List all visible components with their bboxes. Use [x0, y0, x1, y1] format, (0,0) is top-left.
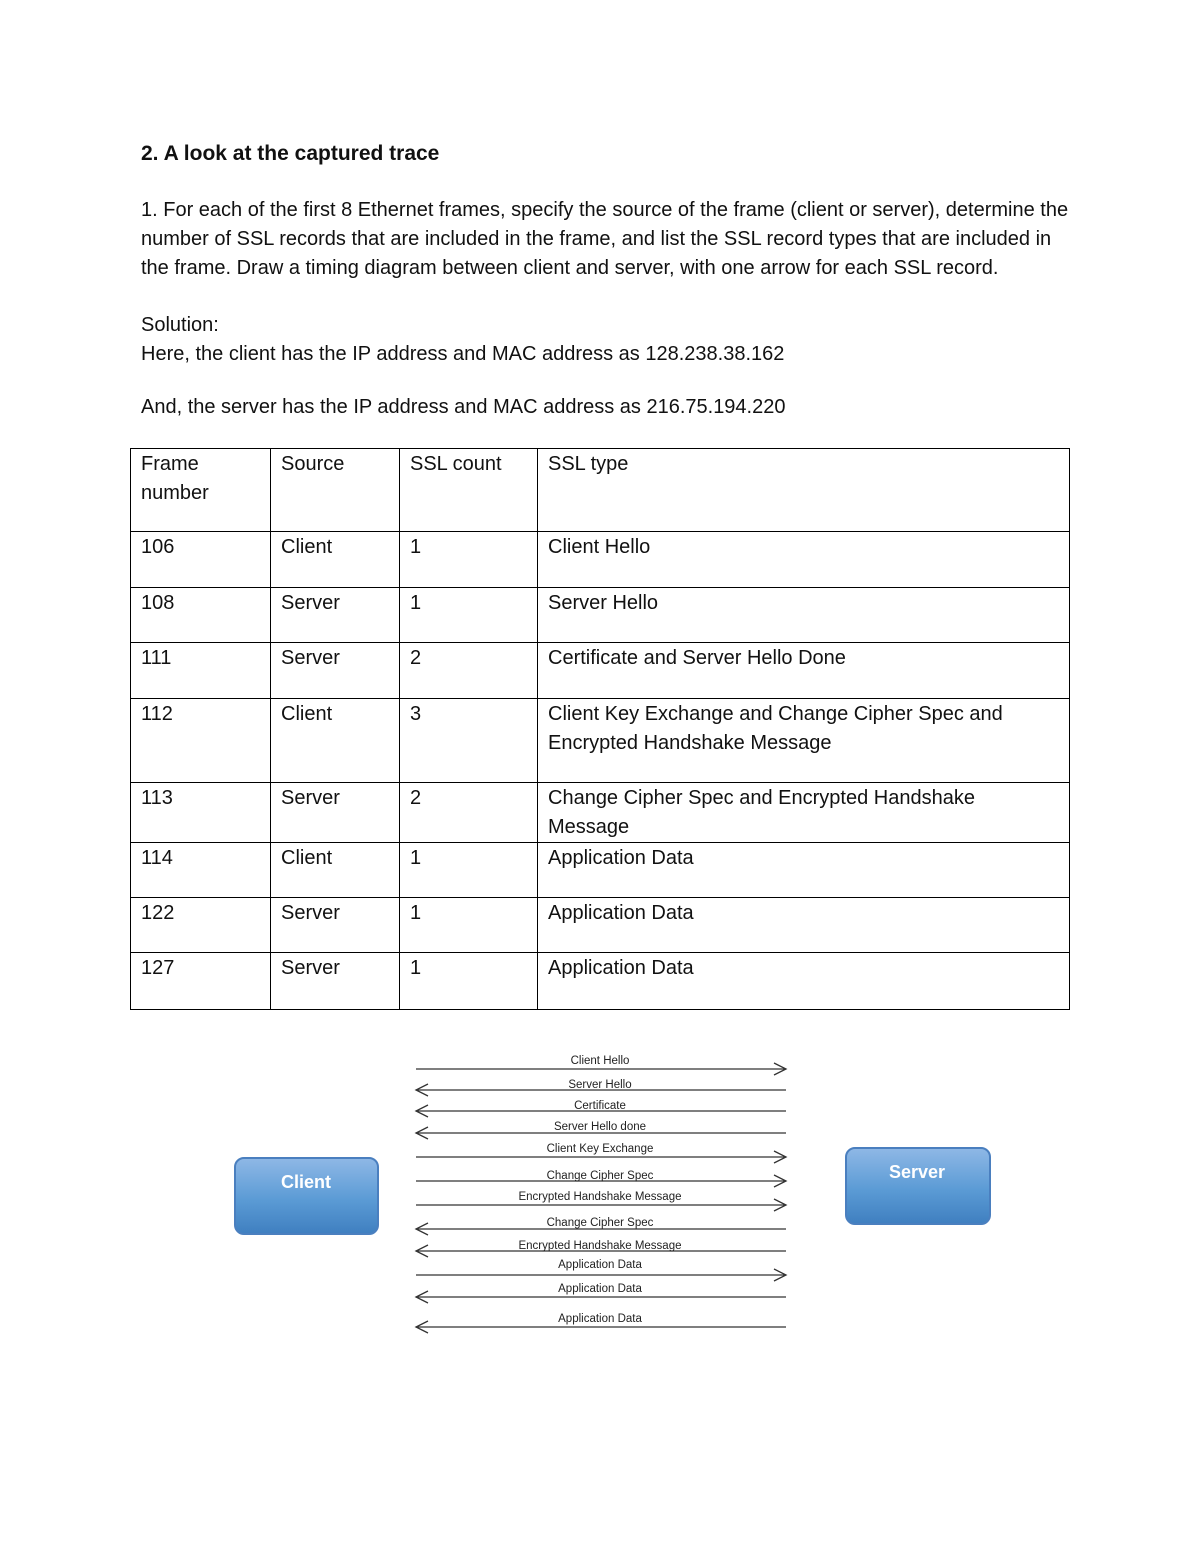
cell-source: Server — [271, 783, 400, 843]
question-text: 1. For each of the first 8 Ethernet frames, specify the source of the frame (client or server), determine the number of SSL records that are included in the frame, and list the SSL record types that are included in the frame. Draw a timing diagram between client and server, with one arrow for each SSL record. — [141, 199, 1069, 279]
header-frame-number: Frame number — [131, 449, 271, 532]
message-2 — [416, 1079, 786, 1096]
cell-type: Server Hello — [538, 588, 1070, 643]
server-box — [846, 1148, 990, 1224]
cell-frame: 108 — [131, 588, 271, 643]
message-10 — [416, 1259, 786, 1281]
message-label: Application Data — [558, 1259, 642, 1271]
server-address-text: And, the server has the IP address and MAC address as 216.75.194.220 — [141, 396, 786, 418]
cell-count: 2 — [400, 643, 538, 699]
cell-count: 1 — [400, 843, 538, 898]
cell-count: 1 — [400, 898, 538, 953]
message-9 — [416, 1240, 786, 1257]
message-label: Change Cipher Spec — [546, 1217, 654, 1229]
cell-source: Client — [271, 532, 400, 588]
cell-type: Change Cipher Spec and Encrypted Handshake Message — [538, 783, 1070, 843]
client-box — [235, 1158, 378, 1234]
message-label: Change Cipher Spec — [546, 1170, 654, 1182]
message-arrows — [416, 1055, 786, 1333]
cell-source: Client — [271, 843, 400, 898]
client-node — [235, 1158, 378, 1234]
cell-type: Application Data — [538, 953, 1070, 1010]
cell-frame: 122 — [131, 898, 271, 953]
cell-count: 1 — [400, 953, 538, 1010]
cell-frame: 113 — [131, 783, 271, 843]
message-12 — [416, 1313, 786, 1333]
cell-frame: 114 — [131, 843, 271, 898]
cell-count: 3 — [400, 699, 538, 783]
message-4 — [416, 1121, 786, 1139]
cell-type: Application Data — [538, 843, 1070, 898]
cell-frame: 111 — [131, 643, 271, 699]
cell-source: Server — [271, 953, 400, 1010]
message-label: Encrypted Handshake Message — [518, 1191, 682, 1203]
cell-type: Application Data — [538, 898, 1070, 953]
solution-label: Solution: — [141, 314, 219, 336]
message-label: Encrypted Handshake Message — [518, 1240, 682, 1252]
cell-frame: 106 — [131, 532, 271, 588]
section-title: 2. A look at the captured trace — [141, 142, 440, 165]
server-label: Server — [888, 1162, 946, 1182]
cell-type: Client Hello — [538, 532, 1070, 588]
cell-frame: 112 — [131, 699, 271, 783]
message-5 — [416, 1143, 786, 1163]
cell-type: Client Key Exchange and Change Cipher Spec and Encrypted Handshake Message — [538, 699, 1070, 783]
message-label: Server Hello done — [553, 1121, 647, 1133]
cell-source: Client — [271, 699, 400, 783]
cell-count: 1 — [400, 588, 538, 643]
server-node — [846, 1148, 990, 1224]
message-8 — [416, 1217, 786, 1235]
message-label: Client Hello — [570, 1055, 630, 1067]
message-7 — [416, 1191, 786, 1211]
message-label: Application Data — [558, 1313, 642, 1325]
header-ssl-type: SSL type — [538, 449, 1070, 532]
header-ssl-count: SSL count — [400, 449, 538, 532]
message-1 — [416, 1055, 786, 1075]
cell-source: Server — [271, 588, 400, 643]
cell-count: 2 — [400, 783, 538, 843]
message-label: Client Key Exchange — [546, 1143, 654, 1155]
client-label: Client — [280, 1172, 332, 1192]
client-address-text: Here, the client has the IP address and MAC address as 128.238.38.162 — [141, 343, 785, 365]
cell-frame: 127 — [131, 953, 271, 1010]
message-label: Certificate — [574, 1100, 626, 1112]
message-3 — [416, 1100, 786, 1117]
header-source: Source — [271, 449, 400, 532]
cell-source: Server — [271, 643, 400, 699]
message-label: Server Hello — [568, 1079, 632, 1091]
message-11 — [416, 1283, 786, 1303]
cell-count: 1 — [400, 532, 538, 588]
message-label: Application Data — [558, 1283, 642, 1295]
cell-type: Certificate and Server Hello Done — [538, 643, 1070, 699]
cell-source: Server — [271, 898, 400, 953]
message-6 — [416, 1170, 786, 1187]
